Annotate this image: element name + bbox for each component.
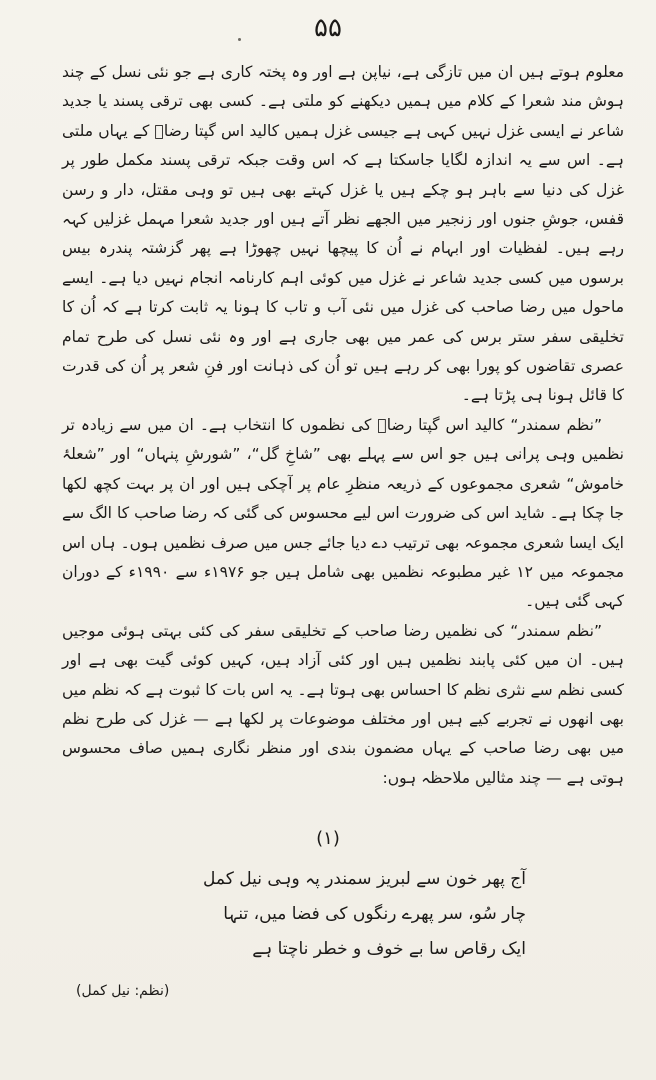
poem-line: آج پھر خون سے لبریز سمندر پہ وہی نیل کمل	[203, 869, 526, 889]
poem-excerpt	[196, 862, 526, 967]
poem-line: ایک رقاص سا بے خوف و خطر ناچتا ہے	[252, 939, 526, 959]
paragraph-3: ”نظم سمندر“ کی نظمیں رضا صاحب کے تخلیقی سفر کی کئی بہتی ہوئی موجیں ہیں۔ ان میں کئی پابند نظمیں ہیں اور کئی آزاد ہیں، کہیں کوئی گیت بھی ہے اور کسی نظم سے نثری نظم کا احساس بھی ہوتا ہے۔ یہ اس بات کا ثبوت ہے کہ نظم میں بھی انھوں نے تجربے کیے ہیں اور مختلف موضوعات پر لکھا ہے — غزل کی طرح نظم میں بھی رضا صاحب کے یہاں مضمون بندی اور منظر نگاری ہمیں صاف محسوس ہوتی ہے — چند مثالیں ملاحظہ ہوں:	[62, 621, 624, 787]
poem-line: چار سُو، سر پھرے رنگوں کی فضا میں، تنہا	[223, 904, 526, 924]
paragraph-2: ”نظم سمندر“ کالید اس گپتا رضاؔ کی نظموں کا انتخاب ہے۔ ان میں سے زیادہ تر نظمیں وہی پرانی ہیں جو اس سے پہلے بھی ”شاخِ گل“، ”شورشِ پنہاں“ اور ”شعلۂ خاموش“ شعری مجموعوں کے ذریعہ منظرِ عام پر آچکی ہیں اور ان پر بہت کچھ لکھا جا چکا ہے۔ شاید اس کی ضرورت اس لیے محسوس کی گئی کہ رضا صاحب کا الگ سے ایک ایسا شعری مجموعہ بھی ترتیب دے دیا جائے جس میں صرف نظمیں ہوں۔ ہاں اس مجموعہ میں ۱۲ غیر مطبوعہ نظمیں بھی شامل ہیں جو ۱۹۷۶ء سے ۱۹۹۰ء کے دوران کہی گئی ہیں۔	[62, 415, 625, 611]
poem-attribution: (نظم: نیل کمل)	[76, 983, 170, 999]
page-number: ۵۵	[314, 13, 342, 43]
body-text	[62, 58, 624, 793]
paragraph-1: معلوم ہوتے ہیں ان میں تازگی ہے، نیاپن ہے اور وہ پختہ کاری ہے جو نئی نسل کے چند ہوش مند شعرا کے کلام میں ہمیں دیکھنے کو ملتی ہے۔ کسی بھی ترقی پسند یا جدید شاعر نے ایسی غزل نہیں کہی ہے جیسی غزل ہمیں کالید اس گپتا رضاؔ کے یہاں ملتی ہے۔ اس سے یہ اندازہ لگایا جاسکتا ہے کہ اس وقت جبکہ ترقی پسند مکمل طور پر غزل کی دنیا سے باہر ہو چکے ہیں یا غزل کہتے بھی ہیں تو وہی مقتل، دار و رسن قفس، جوشِ جنوں اور زنجیر میں الجھے نظر آتے ہیں اور جدید شعرا مہمل غزلیں کہہ رہے ہیں۔ لفظیات اور ابہام نے اُن کا پیچھا نہیں چھوڑا ہے پھر گزشتہ پندرہ بیس برسوں میں کسی جدید شاعر نے غزل میں کوئی اہم کارنامہ انجام نہیں دیا ہے۔ ایسے ماحول میں رضا صاحب کی غزل میں نئی آب و تاب کا ہونا یہ ثابت کرتا ہے کہ اُن کا تخلیقی سفر ستر برس کی عمر میں بھی جاری ہے اور وہ نئی نسل کی طرح تمام عصری تقاضوں کو پورا بھی کر رہے ہیں تو اُن کی ذہانت اور فنِ شعر پر اُن کی قدرت کا قائل ہونا ہی پڑتا ہے۔	[62, 63, 624, 405]
poem-section-number: (۱)	[316, 828, 340, 849]
